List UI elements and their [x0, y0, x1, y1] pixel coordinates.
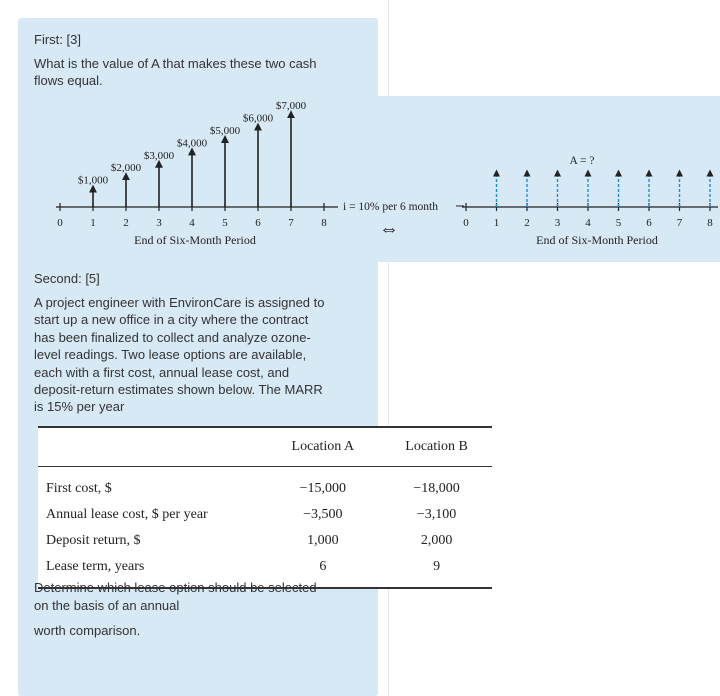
left-arrow-label: $1,000	[77, 174, 109, 187]
row-label: Annual lease cost, $ per year	[46, 507, 208, 522]
location-a-value: 6	[319, 559, 327, 574]
conclusion-line-2: on the basis of an annual	[34, 598, 180, 613]
left-arrow-label: $3,000	[143, 149, 175, 162]
second-statement-line: start up a new office in a city where the contract	[34, 312, 309, 328]
left-tick-label: 2	[123, 217, 129, 229]
left-tick-label: 7	[288, 217, 294, 229]
cash-flow-diagrams	[0, 0, 720, 270]
table-row	[38, 528, 492, 554]
conclusion-line-1: Determine which lease option should be selected	[34, 580, 317, 595]
right-tick-label: 1	[493, 217, 500, 229]
left-axis-label: End of Six-Month Period	[134, 233, 256, 247]
left-cash-flow-diagram	[56, 100, 338, 247]
left-tick-label: 5	[222, 217, 228, 229]
left-tick-label: 6	[255, 217, 261, 229]
right-tick-label: 6	[646, 217, 652, 229]
location-b-value: −3,100	[416, 507, 457, 522]
equivalence-symbol: ⇔	[379, 218, 399, 240]
right-tick-label: 8	[707, 217, 713, 229]
annuity-label: A = ?	[569, 155, 595, 167]
first-question-line-2: flows equal.	[34, 73, 103, 88]
right-cash-flow-diagram	[462, 155, 718, 247]
location-b-value: −18,000	[413, 481, 460, 496]
header-location-a: Location A	[264, 427, 381, 467]
location-a-value: 1,000	[307, 533, 339, 548]
location-a-value: −3,500	[303, 507, 343, 522]
left-arrow-label: $2,000	[110, 162, 142, 175]
second-statement-line: level readings. Two lease options are available,	[34, 347, 307, 363]
second-statement-line: A project engineer with EnvironCare is assigned to	[34, 295, 325, 310]
right-tick-label: 5	[615, 217, 622, 229]
left-tick-label: 0	[57, 217, 63, 229]
location-a-value: −15,000	[299, 481, 347, 496]
conclusion-line-3: worth comparison.	[34, 623, 141, 638]
right-tick-label: 2	[524, 217, 530, 229]
table-header-row	[38, 427, 492, 467]
row-label: Lease term, years	[46, 559, 145, 574]
row-label: Deposit return, $	[46, 533, 141, 548]
first-question-line-1: What is the value of A that makes these two cash	[34, 56, 317, 71]
left-arrow-label: $7,000	[275, 100, 307, 113]
left-tick-label: 1	[90, 217, 96, 229]
second-heading: Second: [5]	[34, 271, 100, 286]
right-tick-label: 3	[554, 217, 561, 229]
location-b-value: 2,000	[420, 533, 453, 548]
left-arrow-label: $4,000	[176, 137, 208, 150]
row-label: First cost, $	[46, 481, 112, 496]
second-statement-line: deposit-return estimates shown below. The MARR	[34, 382, 323, 397]
location-b-value: 9	[433, 559, 441, 574]
table-row	[38, 467, 492, 503]
first-heading: First: [3]	[34, 32, 81, 47]
left-tick-label: 8	[321, 217, 327, 229]
table-row	[38, 502, 492, 528]
header-location-b: Location B	[381, 427, 492, 467]
second-statement-line: is 15% per year	[34, 399, 125, 415]
right-tick-label: 7	[676, 217, 683, 229]
second-statement-line: each with a first cost, annual lease cost, and	[34, 364, 290, 380]
left-tick-label: 3	[156, 217, 162, 229]
left-arrow-label: $6,000	[242, 112, 274, 125]
right-tick-label: 0	[463, 217, 469, 229]
interest-rate-label: i = 10% per 6 month	[343, 201, 438, 213]
right-tick-label: 4	[585, 217, 591, 229]
header-blank	[38, 427, 264, 467]
second-statement-line: has been finalized to collect and analyze ozone-	[34, 329, 311, 345]
left-tick-label: 4	[189, 217, 195, 229]
lease-options-table	[38, 426, 492, 589]
right-axis-label: End of Six-Month Period	[536, 233, 658, 247]
left-arrow-label: $5,000	[209, 125, 241, 137]
